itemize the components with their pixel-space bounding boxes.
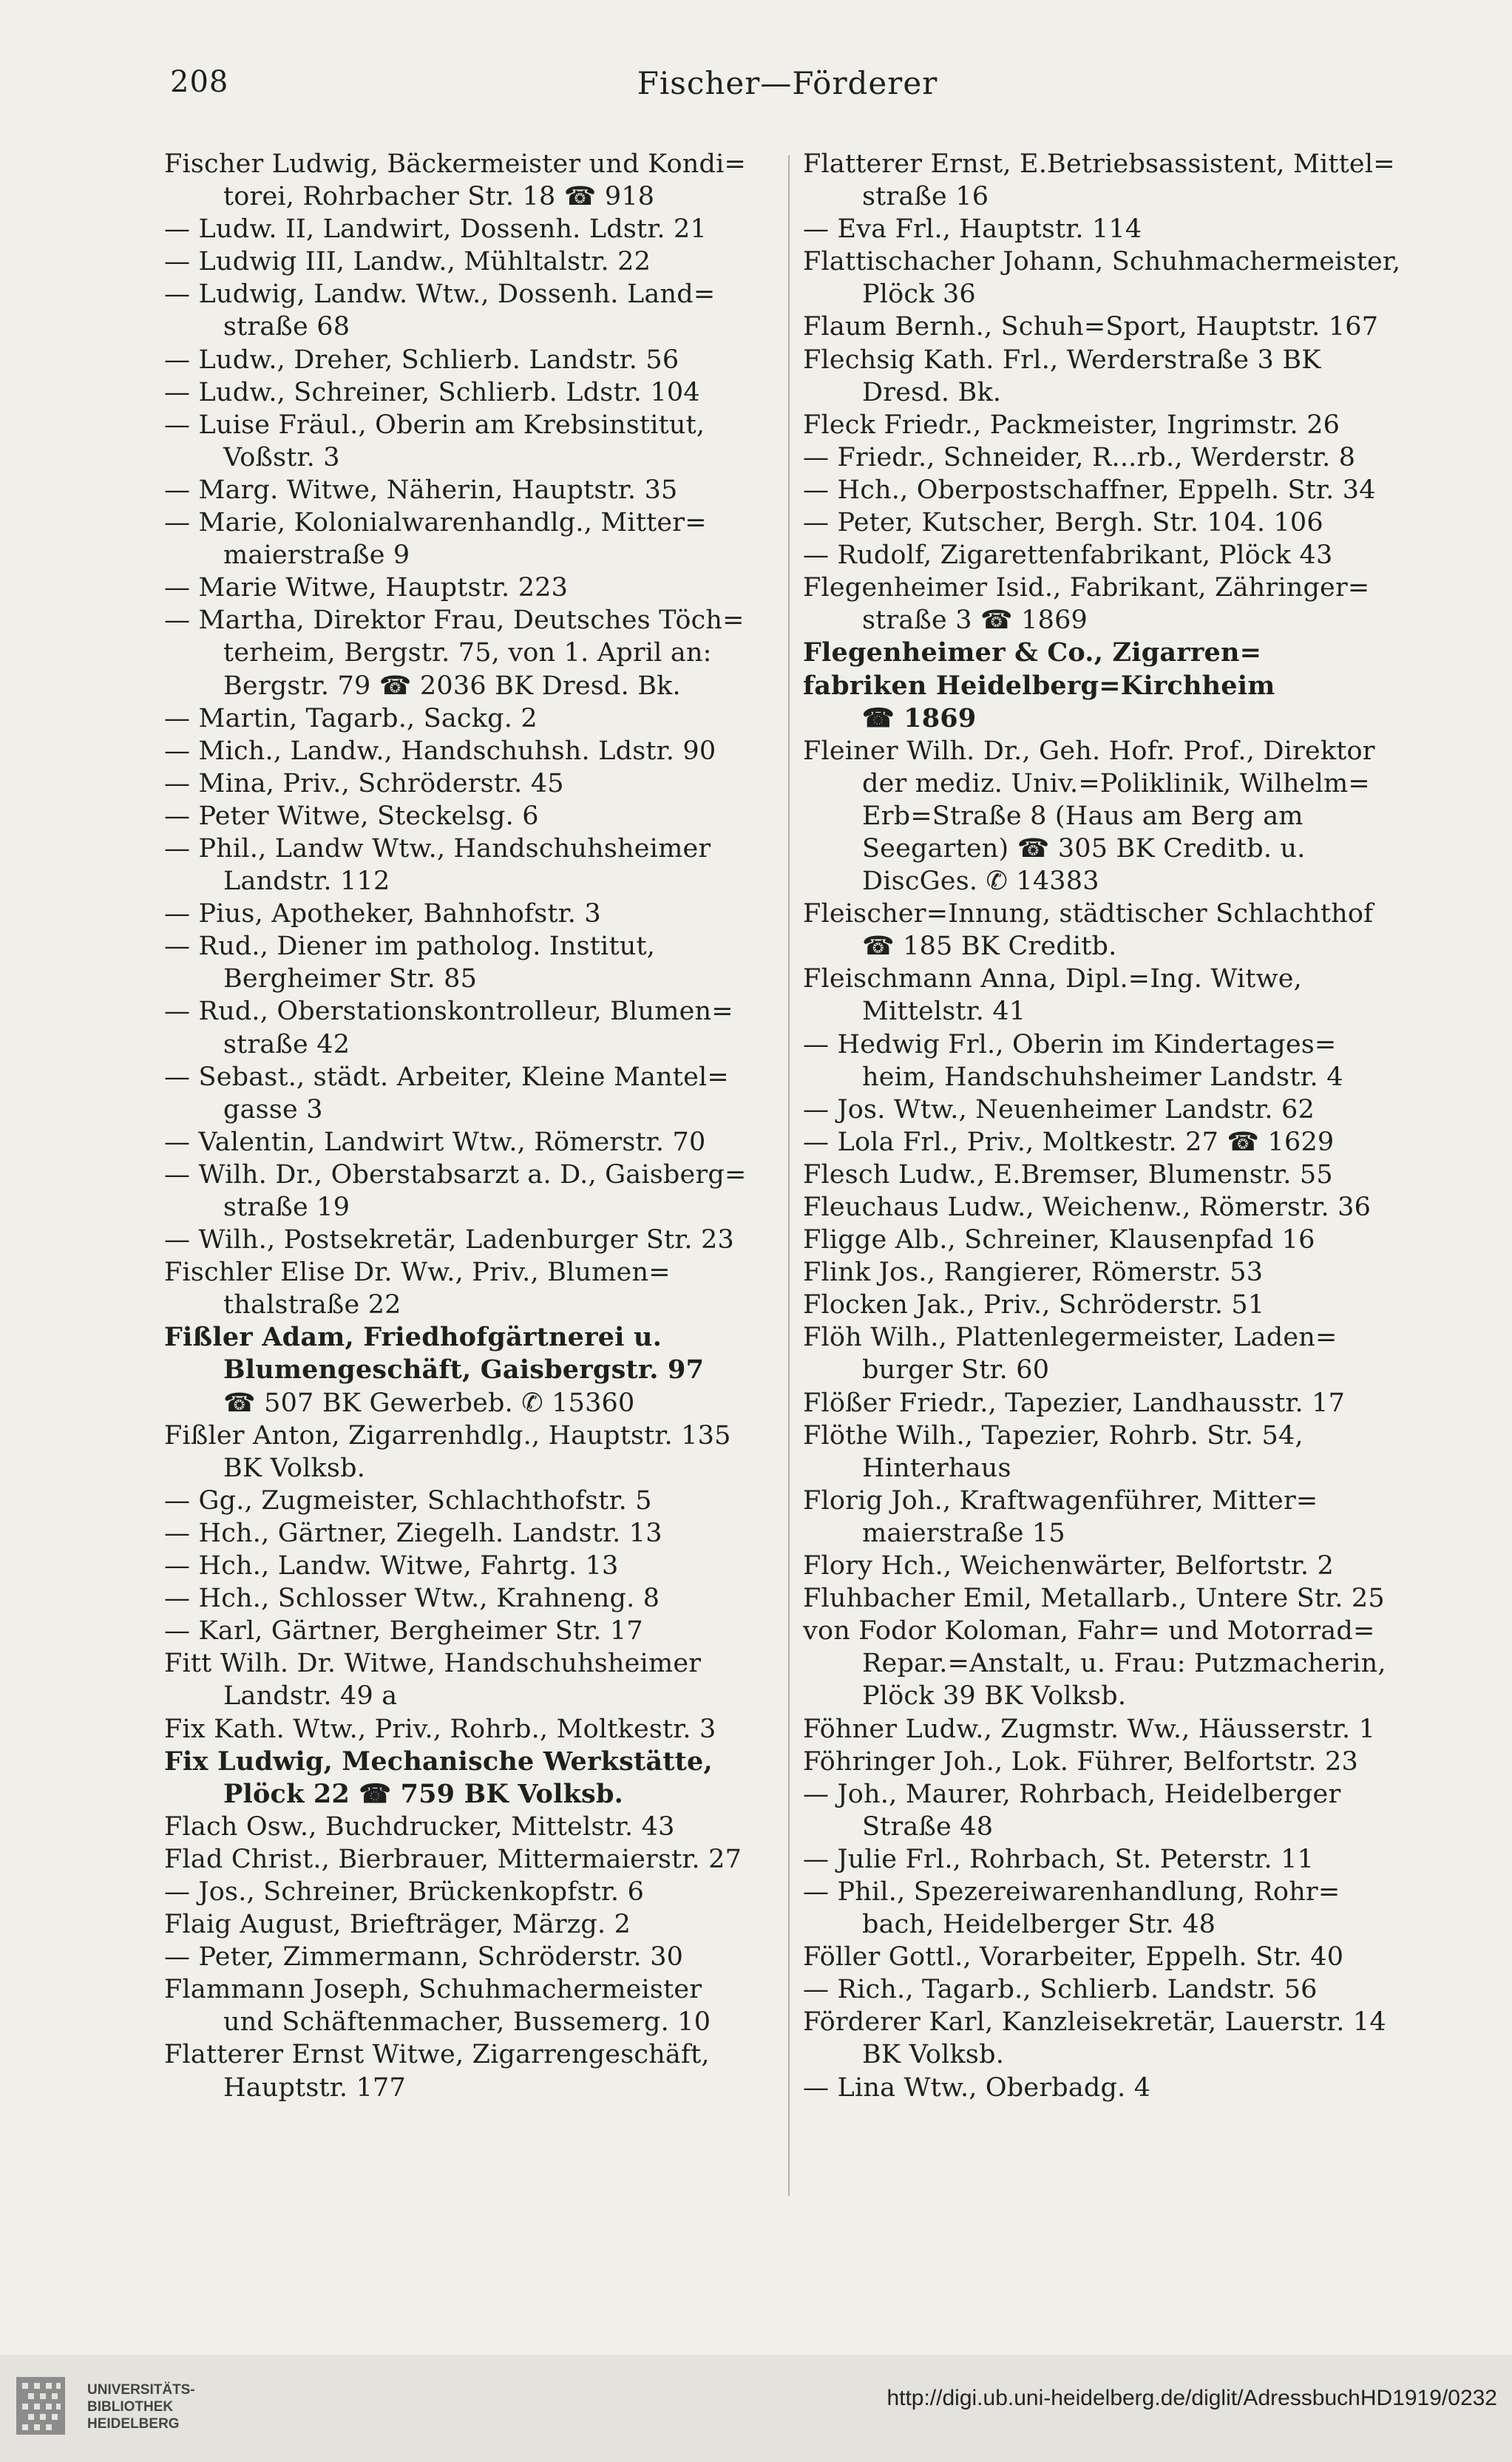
entry-line: Landstr. 49 a [223, 1681, 398, 1712]
entry-line: Fleischer=Innung, städtischer Schlachthof [803, 899, 1374, 929]
entry-line: — Sebast., städt. Arbeiter, Kleine Mantel= [164, 1062, 729, 1092]
entry-line: BK Volksb. [223, 1453, 366, 1483]
entry-line: der mediz. Univ.=Poliklinik, Wilhelm= [862, 768, 1370, 798]
entry-line: — Wilh. Dr., Oberstabsarzt a. D., Gaisberg= [164, 1159, 747, 1190]
entry-line: straße 3 ☎ 1869 [862, 606, 1088, 636]
entry-line: Plöck 36 [862, 279, 976, 310]
entry-line: ☎ 185 BK Creditb. [862, 932, 1117, 962]
entry-line: — Lina Wtw., Oberbadg. 4 [803, 2072, 1151, 2103]
entry-line: Hauptstr. 177 [223, 2072, 406, 2103]
entry-line: Flechsig Kath. Frl., Werderstraße 3 BK [803, 345, 1321, 375]
entry-line: — Lola Frl., Priv., Moltkestr. 27 ☎ 1629 [803, 1127, 1335, 1157]
entry-line: Flaum Bernh., Schuh=Sport, Hauptstr. 167 [803, 312, 1379, 342]
entry-line: — Gg., Zugmeister, Schlachthofstr. 5 [164, 1485, 652, 1516]
entry-line: Föller Gottl., Vorarbeiter, Eppelh. Str. 40 [803, 1942, 1344, 1973]
entry-line: Förderer Karl, Kanzleisekretär, Lauerstr. 14 [803, 2007, 1386, 2038]
entry-line: Florig Joh., Kraftwagenführer, Mitter= [803, 1485, 1318, 1516]
entry-line: — Peter, Kutscher, Bergh. Str. 104. 106 [803, 508, 1323, 538]
entry-line: — Eva Frl., Hauptstr. 114 [803, 214, 1142, 245]
entry-line: ☎ 1869 [862, 702, 977, 733]
entry-line: Fischer Ludwig, Bäckermeister und Kondi= [164, 149, 747, 179]
entry-line: — Hch., Schlosser Wtw., Krahneng. 8 [164, 1584, 660, 1614]
entry-line: Flink Jos., Rangierer, Römerstr. 53 [803, 1258, 1264, 1288]
entry-line: Bergheimer Str. 85 [223, 964, 478, 994]
entry-line: — Hch., Landw. Witwe, Fahrtg. 13 [164, 1551, 619, 1581]
entry-line: Fleiner Wilh. Dr., Geh. Hofr. Prof., Direktor [803, 736, 1375, 766]
entry-line: straße 19 [223, 1193, 350, 1222]
entry-line: — Martha, Direktor Frau, Deutsches Töch= [164, 606, 745, 636]
entry-line: — Jos. Wtw., Neuenheimer Landstr. 62 [803, 1094, 1315, 1125]
entry-line: — Hch., Oberpostschaffner, Eppelh. Str. 34 [803, 475, 1376, 505]
entry-line: Straße 48 [862, 1811, 994, 1842]
entry-line: DiscGes. ✆ 14383 [862, 867, 1099, 897]
entry-line: Mittelstr. 41 [862, 997, 1026, 1027]
entry-line: Fix Ludwig, Mechanische Werkstätte, [164, 1746, 713, 1777]
entry-line: — Rudolf, Zigarettenfabrikant, Plöck 43 [803, 540, 1333, 571]
left-column [164, 148, 778, 2211]
entry-line: Flatterer Ernst Witwe, Zigarrengeschäft, [164, 2040, 710, 2070]
entry-line: Bergstr. 79 ☎ 2036 BK Dresd. Bk. [223, 671, 681, 701]
entry-line: Flegenheimer & Co., Zigarren= [803, 637, 1262, 668]
entry-line: — Valentin, Landwirt Wtw., Römerstr. 70 [164, 1127, 706, 1157]
entry-line: — Ludw., Dreher, Schlierb. Landstr. 56 [164, 345, 679, 375]
entry-line: Flocken Jak., Priv., Schröderstr. 51 [803, 1290, 1265, 1320]
entry-line: — Marg. Witwe, Näherin, Hauptstr. 35 [164, 475, 678, 505]
entry-line: — Ludwig, Landw. Wtw., Dossenh. Land= [164, 279, 716, 310]
entry-line: Hinterhaus [862, 1453, 1011, 1483]
entry-line: — Wilh., Postsekretär, Ladenburger Str. 23 [164, 1225, 734, 1255]
entry-line: — Martin, Tagarb., Sackg. 2 [164, 703, 538, 733]
entry-line: — Mich., Landw., Handschuhsh. Ldstr. 90 [164, 736, 716, 766]
entry-line: Blumengeschäft, Gaisbergstr. 97 [223, 1354, 705, 1386]
entry-line: Repar.=Anstalt, u. Frau: Putzmacherin, [862, 1649, 1386, 1679]
entry-line: Föhner Ludw., Zugmstr. Ww., Häusserstr. 1 [803, 1714, 1376, 1744]
entry-line: — Marie, Kolonialwarenhandlg., Mitter= [164, 508, 707, 538]
entry-line: Flammann Joseph, Schuhmachermeister [164, 1975, 702, 2005]
footer-bar [0, 2355, 1512, 2462]
column-divider [788, 155, 790, 2196]
entry-line: Flach Osw., Buchdrucker, Mittelstr. 43 [164, 1811, 675, 1842]
entry-line: gasse 3 [223, 1094, 323, 1125]
entry-line: Fix Kath. Wtw., Priv., Rohrb., Moltkestr. 3 [164, 1714, 716, 1744]
entry-line: straße 68 [223, 312, 350, 342]
entry-line: — Rud., Oberstationskontrolleur, Blumen= [164, 997, 733, 1027]
entry-line: Voßstr. 3 [223, 442, 340, 472]
entry-line: und Schäftenmacher, Bussemerg. 10 [223, 2007, 711, 2038]
page-header [170, 65, 1405, 109]
entry-line: Plöck 22 ☎ 759 BK Volksb. [223, 1778, 624, 1809]
entry-line: Erb=Straße 8 (Haus am Berg am [862, 801, 1303, 831]
entry-line: — Mina, Priv., Schröderstr. 45 [164, 768, 564, 798]
entry-line: Flattischacher Johann, Schuhmachermeister, [803, 247, 1401, 277]
entry-line: Flöthe Wilh., Tapezier, Rohrb. Str. 54, [803, 1420, 1303, 1451]
entry-line: Flegenheimer Isid., Fabrikant, Zähringer= [803, 573, 1370, 603]
entry-line: — Hch., Gärtner, Ziegelh. Landstr. 13 [164, 1518, 662, 1548]
entry-line: Flößer Friedr., Tapezier, Landhausstr. 17 [803, 1388, 1346, 1418]
entry-line: — Jos., Schreiner, Brückenkopfstr. 6 [164, 1876, 645, 1907]
entry-line: terheim, Bergstr. 75, von 1. April an: [223, 638, 712, 668]
entry-line: — Julie Frl., Rohrbach, St. Peterstr. 11 [803, 1844, 1315, 1874]
entry-line: Fißler Adam, Friedhofgärtnerei u. [164, 1322, 662, 1353]
source-url[interactable]: http://digi.ub.uni-heidelberg.de/diglit/AdressbuchHD1919/0232 [886, 2386, 1497, 2410]
entry-line: Flory Hch., Weichenwärter, Belfortstr. 2 [803, 1551, 1334, 1581]
entry-line: — Ludwig III, Landw., Mühltalstr. 22 [164, 247, 651, 277]
entry-line: Flesch Ludw., E.Bremser, Blumenstr. 55 [803, 1159, 1333, 1190]
entry-line: Fligge Alb., Schreiner, Klausenpfad 16 [803, 1225, 1315, 1255]
right-column [803, 148, 1417, 2211]
entry-line: — Ludw. II, Landwirt, Dossenh. Ldstr. 21 [164, 214, 707, 245]
entry-line: — Marie Witwe, Hauptstr. 223 [164, 573, 569, 603]
entry-line: Fleck Friedr., Packmeister, Ingrimstr. 26 [803, 410, 1340, 440]
entry-line: heim, Handschuhsheimer Landstr. 4 [862, 1062, 1343, 1092]
entry-line: — Rud., Diener im patholog. Institut, [164, 932, 656, 962]
library-logo-icon [15, 2375, 67, 2436]
entry-line: Flöh Wilh., Plattenlegermeister, Laden= [803, 1323, 1338, 1353]
entry-line: — Friedr., Schneider, R...rb., Werderstr. 8 [803, 442, 1356, 472]
page-title: Fischer—Förderer [637, 65, 938, 101]
entry-line: thalstraße 22 [223, 1290, 401, 1320]
entry-line: Fleischmann Anna, Dipl.=Ing. Witwe, [803, 964, 1302, 994]
entry-line: — Pius, Apotheker, Bahnhofstr. 3 [164, 899, 601, 929]
entry-line: Flad Christ., Bierbrauer, Mittermaierstr. 27 [164, 1844, 742, 1874]
entry-line: — Ludw., Schreiner, Schlierb. Ldstr. 104 [164, 377, 700, 407]
entry-line: — Phil., Landw Wtw., Handschuhsheimer [164, 833, 711, 864]
entry-line: torei, Rohrbacher Str. 18 ☎ 918 [223, 182, 655, 212]
entry-line: straße 42 [223, 1029, 350, 1059]
entry-line: Plöck 39 BK Volksb. [862, 1681, 1127, 1712]
entry-line: straße 16 [862, 182, 989, 212]
entry-line: — Phil., Spezereiwarenhandlung, Rohr= [803, 1876, 1340, 1907]
entry-line: Fißler Anton, Zigarrenhdlg., Hauptstr. 135 [164, 1420, 731, 1451]
entry-line: maierstraße 15 [862, 1518, 1065, 1548]
entry-line: maierstraße 9 [223, 540, 410, 571]
entry-line: — Peter, Zimmermann, Schröderstr. 30 [164, 1942, 684, 1973]
entry-line: bach, Heidelberger Str. 48 [862, 1910, 1216, 1940]
entry-line: Landstr. 112 [223, 867, 390, 897]
entry-line: Seegarten) ☎ 305 BK Creditb. u. [862, 833, 1306, 864]
entry-line: — Hedwig Frl., Oberin im Kindertages= [803, 1029, 1337, 1059]
entry-line: BK Volksb. [862, 2040, 1005, 2070]
entry-line: ☎ 507 BK Gewerbeb. ✆ 15360 [223, 1388, 635, 1418]
entry-line: Fischler Elise Dr. Ww., Priv., Blumen= [164, 1258, 671, 1288]
entry-line: — Peter Witwe, Steckelsg. 6 [164, 801, 539, 831]
entry-line: burger Str. 60 [862, 1355, 1050, 1386]
entry-line: — Rich., Tagarb., Schlierb. Landstr. 56 [803, 1975, 1318, 2005]
entry-line: Flatterer Ernst, E.Betriebsassistent, Mittel= [803, 149, 1395, 179]
entry-line: Flaig August, Briefträger, Märzg. 2 [164, 1910, 631, 1940]
entry-line: Fluhbacher Emil, Metallarb., Untere Str. 25 [803, 1584, 1385, 1614]
entry-line: fabriken Heidelberg=Kirchheim [803, 670, 1275, 701]
entry-line: Fleuchaus Ludw., Weichenw., Römerstr. 36 [803, 1193, 1372, 1222]
entry-line: — Karl, Gärtner, Bergheimer Str. 17 [164, 1616, 643, 1647]
entry-line: Fitt Wilh. Dr. Witwe, Handschuhsheimer [164, 1649, 702, 1679]
entry-line: Dresd. Bk. [862, 377, 1002, 407]
library-name: UNIVERSITÄTS- BIBLIOTHEK HEIDELBERG [87, 2382, 195, 2432]
entry-line: — Joh., Maurer, Rohrbach, Heidelberger [803, 1779, 1341, 1809]
entry-line: — Luise Fräul., Oberin am Krebsinstitut, [164, 410, 705, 440]
page-number: 208 [170, 65, 229, 99]
entry-line: von Fodor Koloman, Fahr= und Motorrad= [803, 1616, 1375, 1647]
entry-line: Föhringer Joh., Lok. Führer, Belfortstr. 23 [803, 1746, 1358, 1777]
